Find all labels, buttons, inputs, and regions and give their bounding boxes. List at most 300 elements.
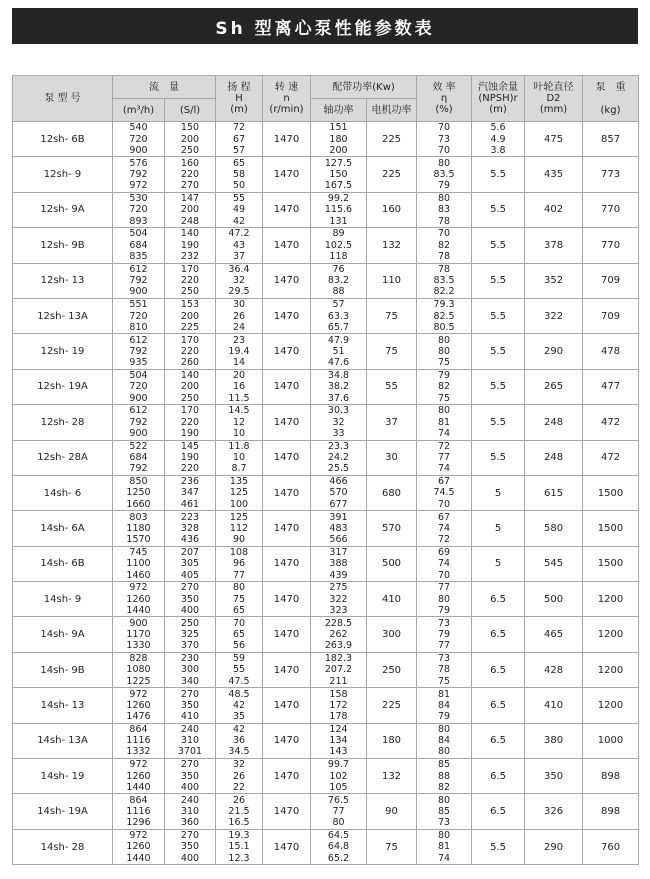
table-row — [13, 440, 639, 475]
cell-flow-m3h — [113, 405, 165, 440]
table-row — [13, 157, 639, 192]
cell-efficiency-value: 75 — [437, 357, 451, 369]
cell-shaft-power-value: 34.8 — [327, 369, 350, 381]
table-row — [13, 759, 639, 794]
cell-impeller: 248 — [525, 440, 583, 475]
cell-head — [216, 475, 263, 510]
cell-flow-m3h-value: 900 — [129, 427, 148, 439]
cell-head-value: 36.4 — [228, 263, 250, 275]
cell-efficiency-value: 84 — [437, 735, 451, 747]
cell-shaft-power-value: 102.5 — [324, 239, 353, 251]
cell-flow-sl — [165, 228, 216, 263]
cell-efficiency-value: 81 — [437, 416, 451, 428]
cell-efficiency — [417, 440, 472, 475]
cell-efficiency-value: 79 — [437, 711, 451, 723]
header-speed — [263, 76, 311, 122]
cell-impeller: 615 — [525, 475, 583, 510]
cell-efficiency-value: 80 — [437, 405, 451, 417]
cell-motor-power: 250 — [367, 652, 417, 687]
cell-head-value: 49 — [232, 204, 246, 216]
cell-npsh: 6.5 — [472, 688, 525, 723]
cell-efficiency — [417, 582, 472, 617]
cell-flow-m3h-value: 864 — [129, 794, 148, 806]
cell-flow-m3h-value: 612 — [129, 334, 148, 346]
cell-flow-sl-value: 260 — [180, 357, 200, 369]
cell-efficiency-value: 75 — [437, 675, 451, 687]
cell-shaft-power-value: 76.5 — [327, 794, 350, 806]
header-efficiency — [417, 76, 472, 122]
cell-efficiency-value: 83.5 — [433, 275, 455, 287]
cell-head-value: 112 — [229, 522, 249, 534]
cell-flow-sl-value: 220 — [180, 416, 200, 428]
cell-impeller: 350 — [525, 759, 583, 794]
cell-shaft-power-value: 118 — [329, 251, 348, 263]
cell-shaft-power-value: 143 — [329, 746, 348, 758]
cell-head-value: 20 — [232, 369, 246, 381]
cell-shaft-power — [311, 157, 367, 192]
cell-head-value: 12 — [232, 416, 246, 428]
cell-flow-sl-value: 190 — [180, 452, 200, 464]
cell-flow-m3h-value: 1296 — [126, 817, 151, 829]
cell-efficiency-value: 80 — [437, 157, 451, 169]
cell-flow-m3h-value: 1260 — [126, 593, 151, 605]
cell-shaft-power — [311, 511, 367, 546]
cell-model: 12sh- 6B — [13, 122, 113, 157]
cell-efficiency-value: 80 — [437, 830, 451, 842]
cell-shaft-power — [311, 652, 367, 687]
cell-flow-m3h — [113, 475, 165, 510]
cell-shaft-power — [311, 617, 367, 652]
cell-flow-m3h-value: 972 — [129, 759, 148, 771]
cell-shaft-power — [311, 298, 367, 333]
cell-motor-power: 570 — [367, 511, 417, 546]
cell-shaft-power-value: 483 — [329, 522, 348, 534]
cell-flow-m3h — [113, 369, 165, 404]
cell-flow-sl-value: 3701 — [177, 746, 203, 758]
cell-speed: 1470 — [263, 440, 311, 475]
cell-weight: 770 — [583, 192, 639, 227]
cell-motor-power: 75 — [367, 829, 417, 864]
cell-flow-m3h — [113, 263, 165, 298]
cell-head-value: 11.8 — [228, 440, 250, 452]
cell-head — [216, 405, 263, 440]
cell-impeller: 475 — [525, 122, 583, 157]
cell-weight: 857 — [583, 122, 639, 157]
cell-shaft-power-value: 677 — [329, 498, 348, 510]
cell-efficiency-value: 74 — [437, 522, 451, 534]
cell-efficiency — [417, 475, 472, 510]
cell-motor-power: 55 — [367, 369, 417, 404]
cell-efficiency-value: 81 — [437, 688, 451, 700]
cell-flow-m3h-value: 900 — [129, 617, 148, 629]
cell-motor-power: 300 — [367, 617, 417, 652]
cell-flow-sl-value: 270 — [180, 180, 200, 192]
cell-flow-m3h-value: 684 — [129, 239, 148, 251]
cell-flow-m3h-value: 1440 — [126, 852, 151, 864]
cell-flow-sl — [165, 192, 216, 227]
cell-efficiency-value: 73 — [437, 617, 451, 629]
cell-efficiency-value: 73 — [437, 653, 451, 665]
cell-shaft-power-value: 151 — [329, 122, 348, 134]
header-head-unit: (m) — [230, 104, 248, 115]
cell-weight: 472 — [583, 440, 639, 475]
cell-efficiency-value: 79 — [437, 604, 451, 616]
header-weight-label: 泵 重 — [595, 81, 626, 93]
cell-efficiency-value: 79 — [437, 180, 451, 192]
cell-flow-m3h — [113, 723, 165, 758]
cell-head-value: 65 — [232, 629, 246, 641]
cell-shaft-power-value: 211 — [329, 675, 348, 687]
cell-model: 14sh- 9 — [13, 582, 113, 617]
cell-shaft-power-value: 64.8 — [327, 841, 350, 853]
cell-npsh: 5.5 — [472, 334, 525, 369]
cell-efficiency-value: 80.5 — [433, 321, 455, 333]
table-row — [13, 511, 639, 546]
cell-shaft-power-value: 131 — [329, 215, 348, 227]
cell-shaft-power-value: 115.6 — [324, 204, 353, 216]
cell-efficiency-value: 82 — [437, 781, 451, 793]
cell-efficiency-value: 74 — [437, 558, 451, 570]
cell-head — [216, 369, 263, 404]
cell-shaft-power-value: 33 — [332, 427, 345, 439]
cell-motor-power: 37 — [367, 405, 417, 440]
cell-flow-sl-value: 305 — [180, 558, 200, 570]
cell-impeller: 500 — [525, 582, 583, 617]
cell-impeller: 428 — [525, 652, 583, 687]
cell-efficiency — [417, 546, 472, 581]
cell-shaft-power-value: 182.3 — [324, 653, 353, 665]
table-row — [13, 122, 639, 157]
cell-weight: 1500 — [583, 511, 639, 546]
cell-shaft-power-value: 63.3 — [327, 310, 350, 322]
cell-flow-m3h-value: 576 — [129, 157, 148, 169]
cell-flow-m3h-value: 504 — [129, 369, 148, 381]
cell-head-value: 90 — [232, 534, 246, 546]
cell-flow-sl-value: 340 — [180, 675, 200, 687]
cell-flow-m3h-value: 900 — [129, 392, 148, 404]
cell-flow-sl-value: 207 — [180, 546, 200, 558]
cell-flow-m3h-value: 612 — [129, 263, 148, 275]
cell-flow-m3h-value: 900 — [129, 286, 148, 298]
cell-flow-sl-value: 225 — [180, 321, 200, 333]
cell-head-value: 26 — [232, 770, 246, 782]
cell-speed: 1470 — [263, 688, 311, 723]
cell-speed: 1470 — [263, 298, 311, 333]
cell-weight: 898 — [583, 794, 639, 829]
cell-head — [216, 157, 263, 192]
cell-head-value: 22 — [232, 781, 246, 793]
cell-efficiency-value: 77 — [437, 582, 451, 594]
cell-efficiency — [417, 157, 472, 192]
cell-speed: 1470 — [263, 511, 311, 546]
cell-head — [216, 192, 263, 227]
cell-flow-m3h-value: 1080 — [126, 664, 151, 676]
cell-speed: 1470 — [263, 228, 311, 263]
cell-flow-m3h-value: 828 — [129, 653, 148, 665]
cell-flow-m3h — [113, 157, 165, 192]
cell-flow-m3h-value: 972 — [129, 688, 148, 700]
cell-flow-m3h-value: 972 — [129, 830, 148, 842]
cell-flow-m3h-value: 530 — [129, 193, 148, 205]
cell-head-value: 19.3 — [228, 830, 250, 842]
cell-head-value: 58 — [232, 168, 246, 180]
cell-head — [216, 263, 263, 298]
cell-shaft-power-value: 317 — [329, 546, 348, 558]
cell-shaft-power-value: 99.7 — [327, 759, 350, 771]
cell-efficiency-value: 72 — [437, 534, 451, 546]
cell-efficiency-value: 77 — [437, 452, 451, 464]
cell-impeller: 402 — [525, 192, 583, 227]
cell-weight: 1200 — [583, 652, 639, 687]
cell-flow-m3h — [113, 228, 165, 263]
cell-flow-sl-value: 347 — [180, 487, 200, 499]
cell-flow-sl-value: 232 — [180, 251, 200, 263]
cell-speed: 1470 — [263, 582, 311, 617]
cell-head-value: 23 — [232, 334, 246, 346]
cell-npsh: 5.5 — [472, 405, 525, 440]
cell-flow-sl-value: 145 — [180, 440, 200, 452]
cell-flow-m3h-value: 900 — [129, 144, 148, 156]
cell-model: 14sh- 6B — [13, 546, 113, 581]
header-power: 配带功率(Kw) — [311, 76, 417, 99]
cell-efficiency — [417, 228, 472, 263]
cell-motor-power: 75 — [367, 298, 417, 333]
cell-shaft-power — [311, 688, 367, 723]
cell-efficiency-value: 78 — [437, 215, 451, 227]
cell-shaft-power-value: 167.5 — [324, 180, 353, 192]
cell-flow-sl — [165, 794, 216, 829]
cell-shaft-power-value: 322 — [329, 593, 348, 605]
cell-flow-sl-value: 220 — [180, 345, 200, 357]
cell-efficiency — [417, 617, 472, 652]
cell-flow-m3h-value: 1460 — [126, 569, 151, 581]
cell-efficiency-value: 77 — [437, 640, 451, 652]
cell-flow-m3h-value: 1180 — [126, 522, 151, 534]
cell-head-value: 32 — [232, 275, 246, 287]
cell-flow-sl — [165, 723, 216, 758]
cell-shaft-power-value: 391 — [329, 511, 348, 523]
cell-model: 12sh- 28A — [13, 440, 113, 475]
cell-efficiency-value: 80 — [437, 746, 451, 758]
cell-head — [216, 298, 263, 333]
cell-npsh: 5.5 — [472, 228, 525, 263]
cell-flow-m3h-value: 972 — [129, 582, 148, 594]
cell-flow-m3h-value: 720 — [129, 381, 148, 393]
cell-shaft-power-value: 566 — [329, 534, 348, 546]
cell-shaft-power-value: 180 — [329, 133, 348, 145]
cell-flow-sl-value: 405 — [180, 569, 200, 581]
cell-weight: 709 — [583, 263, 639, 298]
cell-impeller: 580 — [525, 511, 583, 546]
table-row — [13, 228, 639, 263]
cell-head — [216, 723, 263, 758]
header-speed-unit: (r/min) — [269, 104, 304, 115]
cell-flow-sl — [165, 157, 216, 192]
cell-flow-m3h — [113, 617, 165, 652]
cell-head-value: 135 — [229, 476, 249, 488]
cell-flow-sl-value: 370 — [180, 640, 200, 652]
cell-efficiency — [417, 263, 472, 298]
cell-shaft-power-value: 124 — [329, 723, 348, 735]
cell-shaft-power-value: 262 — [329, 629, 348, 641]
cell-flow-sl-value: 220 — [180, 168, 200, 180]
cell-efficiency-value: 82.2 — [433, 286, 455, 298]
cell-efficiency-value: 82 — [437, 239, 451, 251]
cell-flow-sl-value: 325 — [180, 629, 200, 641]
cell-flow-m3h-value: 1332 — [126, 746, 151, 758]
cell-head-value: 48.5 — [228, 688, 250, 700]
cell-head — [216, 582, 263, 617]
header-npsh-unit: (m) — [489, 104, 507, 115]
table-row — [13, 652, 639, 687]
header-impeller-label: 叶轮直径 — [533, 82, 574, 93]
cell-head-value: 55 — [232, 664, 246, 676]
cell-weight: 1200 — [583, 582, 639, 617]
cell-head — [216, 511, 263, 546]
cell-flow-sl-value: 270 — [180, 582, 200, 594]
cell-flow-m3h — [113, 794, 165, 829]
cell-flow-sl — [165, 829, 216, 864]
cell-flow-m3h-value: 935 — [129, 357, 148, 369]
cell-impeller: 410 — [525, 688, 583, 723]
cell-model: 12sh- 9A — [13, 192, 113, 227]
cell-shaft-power-value: 47.9 — [327, 334, 350, 346]
cell-efficiency — [417, 829, 472, 864]
cell-head-value: 47.2 — [228, 228, 250, 240]
cell-head — [216, 546, 263, 581]
cell-flow-m3h-value: 1476 — [126, 711, 151, 723]
cell-shaft-power-value: 178 — [329, 711, 348, 723]
cell-weight: 1000 — [583, 723, 639, 758]
cell-shaft-power-value: 51 — [332, 345, 345, 357]
header-weight-unit: (kg) — [600, 104, 621, 116]
cell-flow-m3h-value: 684 — [129, 452, 148, 464]
cell-flow-m3h-value: 1570 — [126, 534, 151, 546]
cell-shaft-power-value: 32 — [332, 416, 345, 428]
cell-speed: 1470 — [263, 192, 311, 227]
cell-model: 14sh- 13A — [13, 723, 113, 758]
cell-flow-sl — [165, 617, 216, 652]
cell-efficiency-value: 85 — [437, 805, 451, 817]
cell-flow-sl-value: 200 — [180, 133, 200, 145]
cell-motor-power: 680 — [367, 475, 417, 510]
cell-shaft-power-value: 263.9 — [324, 640, 353, 652]
cell-shaft-power-value: 30.3 — [327, 405, 350, 417]
cell-shaft-power-value: 37.6 — [327, 392, 350, 404]
cell-motor-power: 75 — [367, 334, 417, 369]
cell-head-value: 125 — [229, 487, 249, 499]
cell-motor-power: 90 — [367, 794, 417, 829]
cell-shaft-power-value: 172 — [329, 699, 348, 711]
cell-efficiency — [417, 298, 472, 333]
cell-efficiency-value: 80 — [437, 345, 451, 357]
cell-efficiency-value: 70 — [437, 569, 451, 581]
cell-weight: 1200 — [583, 688, 639, 723]
cell-flow-m3h-value: 1660 — [126, 498, 151, 510]
cell-npsh: 6.5 — [472, 582, 525, 617]
cell-npsh — [472, 122, 525, 157]
table-row — [13, 688, 639, 723]
cell-shaft-power — [311, 475, 367, 510]
cell-efficiency-value: 78 — [437, 251, 451, 263]
cell-flow-m3h-value: 792 — [129, 168, 148, 180]
cell-flow-m3h-value: 720 — [129, 133, 148, 145]
cell-flow-sl-value: 190 — [180, 427, 200, 439]
cell-flow-sl-value: 170 — [180, 263, 200, 275]
cell-shaft-power-value: 150 — [329, 168, 348, 180]
cell-flow-m3h — [113, 829, 165, 864]
cell-flow-sl — [165, 263, 216, 298]
cell-flow-sl-value: 220 — [180, 275, 200, 287]
cell-npsh: 5.5 — [472, 369, 525, 404]
cell-flow-m3h-value: 792 — [129, 463, 148, 475]
cell-efficiency-value: 72 — [437, 440, 451, 452]
table-row — [13, 369, 639, 404]
cell-head-value: 8.7 — [231, 463, 247, 475]
cell-flow-sl-value: 400 — [180, 852, 200, 864]
cell-flow-sl-value: 250 — [180, 144, 200, 156]
cell-flow-m3h-value: 1330 — [126, 640, 151, 652]
cell-efficiency-value: 73 — [437, 133, 451, 145]
cell-model: 12sh- 9 — [13, 157, 113, 192]
cell-motor-power: 160 — [367, 192, 417, 227]
cell-flow-m3h-value: 893 — [129, 215, 148, 227]
cell-head-value: 10 — [232, 427, 246, 439]
cell-flow-sl-value: 270 — [180, 759, 200, 771]
cell-flow-sl-value: 461 — [180, 498, 200, 510]
cell-flow-sl-value: 220 — [180, 463, 200, 475]
cell-flow-m3h — [113, 546, 165, 581]
cell-flow-sl-value: 360 — [180, 817, 200, 829]
cell-flow-sl-value: 200 — [180, 381, 200, 393]
cell-impeller: 378 — [525, 228, 583, 263]
cell-shaft-power — [311, 546, 367, 581]
cell-flow-m3h-value: 720 — [129, 204, 148, 216]
cell-speed: 1470 — [263, 617, 311, 652]
table-row — [13, 334, 639, 369]
cell-head — [216, 122, 263, 157]
cell-head-value: 72 — [232, 122, 246, 134]
cell-flow-sl-value: 200 — [180, 310, 200, 322]
cell-flow-sl — [165, 334, 216, 369]
cell-flow-sl — [165, 369, 216, 404]
cell-motor-power: 132 — [367, 759, 417, 794]
cell-speed: 1470 — [263, 157, 311, 192]
cell-head-value: 12.3 — [228, 852, 250, 864]
cell-weight: 1500 — [583, 546, 639, 581]
cell-head-value: 67 — [232, 133, 246, 145]
cell-head — [216, 617, 263, 652]
cell-head-value: 16.5 — [228, 817, 250, 829]
header-impeller-symbol: D2 — [546, 93, 561, 104]
cell-speed: 1470 — [263, 475, 311, 510]
cell-efficiency-value: 79 — [437, 629, 451, 641]
header-shaft-power: 轴功率 — [311, 99, 367, 122]
cell-efficiency — [417, 369, 472, 404]
cell-head-value: 26 — [232, 310, 246, 322]
cell-flow-m3h-value: 1225 — [126, 675, 151, 687]
cell-flow-sl-value: 250 — [180, 617, 200, 629]
cell-head-value: 50 — [232, 180, 246, 192]
cell-shaft-power — [311, 263, 367, 298]
cell-shaft-power-value: 83.2 — [327, 275, 350, 287]
cell-shaft-power-value: 88 — [332, 286, 345, 298]
header-head-symbol: H — [235, 93, 243, 104]
cell-head-value: 11.5 — [228, 392, 250, 404]
cell-shaft-power — [311, 723, 367, 758]
cell-head-value: 15.1 — [228, 841, 250, 853]
cell-flow-m3h — [113, 759, 165, 794]
